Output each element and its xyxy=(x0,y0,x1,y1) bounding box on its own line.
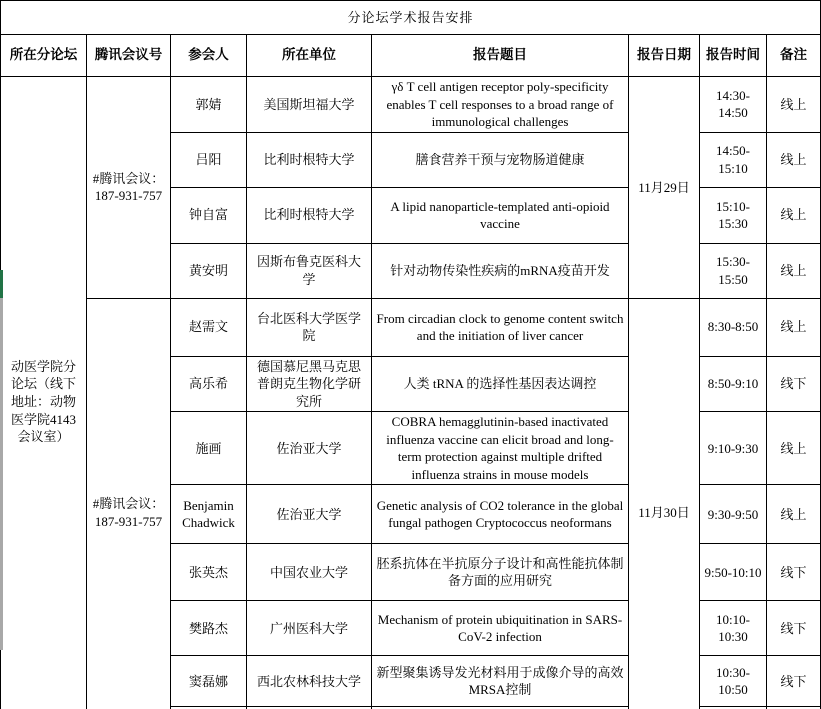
cell-time: 9:30-9:50 xyxy=(700,485,767,544)
cell-topic: 新型聚集诱导发光材料用于成像介导的高效MRSA控制 xyxy=(372,656,629,707)
cell-time: 8:30-8:50 xyxy=(700,298,767,356)
cell-name: 赵需文 xyxy=(171,298,247,356)
title-row xyxy=(1,1,821,35)
cell-time: 9:10-9:30 xyxy=(700,412,767,485)
cell-name: 钟自富 xyxy=(171,187,247,243)
cell-remark: 线上 xyxy=(767,187,821,243)
cell-remark: 线下 xyxy=(767,656,821,707)
cell-time: 10:30-10:50 xyxy=(700,656,767,707)
cell-topic: 膳食营养干预与宠物肠道健康 xyxy=(372,132,629,187)
cell-remark: 线上 xyxy=(767,485,821,544)
cell-affiliation: 中国农业大学 xyxy=(247,544,372,601)
cell-remark: 线上 xyxy=(767,77,821,133)
cell-forum: 动医学院分论坛（线下地址：动物医学院4143会议室） xyxy=(1,77,87,709)
cell-affiliation: 因斯布鲁克医科大学 xyxy=(247,243,372,298)
cell-time: 9:50-10:10 xyxy=(700,544,767,601)
cell-time: 15:30-15:50 xyxy=(700,243,767,298)
column-header: 报告题目 xyxy=(372,35,629,77)
cell-time: 14:50-15:10 xyxy=(700,132,767,187)
cell-remark: 线上 xyxy=(767,412,821,485)
left-scrollbar-thumb[interactable] xyxy=(0,298,3,650)
table-row xyxy=(1,77,821,133)
cell-affiliation: 比利时根特大学 xyxy=(247,132,372,187)
cell-remark: 线下 xyxy=(767,544,821,601)
cell-topic: Genetic analysis of CO2 tolerance in the global fungal pathogen Cryptococcus neoformans xyxy=(372,485,629,544)
cell-topic: Mechanism of protein ubiquitination in SARS-CoV-2 infection xyxy=(372,601,629,656)
table-row xyxy=(1,298,821,356)
cell-topic: 胚系抗体在半抗原分子设计和高性能抗体制备方面的应用研究 xyxy=(372,544,629,601)
column-header: 参会人 xyxy=(171,35,247,77)
cell-remark: 线上 xyxy=(767,243,821,298)
column-header: 报告时间 xyxy=(700,35,767,77)
cell-meeting-id: #腾讯会议：187-931-757 xyxy=(87,77,171,299)
cell-affiliation: 广州医科大学 xyxy=(247,601,372,656)
cell-affiliation: 德国慕尼黑马克思普朗克生物化学研究所 xyxy=(247,356,372,412)
column-header: 所在分论坛 xyxy=(1,35,87,77)
cell-topic: COBRA hemagglutinin-based inactivated influenza vaccine can elicit broad and long-term protection against multiple drifted influenza strains in mouse models xyxy=(372,412,629,485)
cell-time: 15:10-15:30 xyxy=(700,187,767,243)
left-edge-marker xyxy=(0,270,3,298)
cell-remark: 线上 xyxy=(767,132,821,187)
cell-date: 11月30日 xyxy=(629,298,700,709)
cell-name: 樊路杰 xyxy=(171,601,247,656)
cell-name: 黄安明 xyxy=(171,243,247,298)
header-row xyxy=(1,35,821,77)
cell-affiliation: 美国斯坦福大学 xyxy=(247,77,372,133)
cell-affiliation: 佐治亚大学 xyxy=(247,412,372,485)
cell-affiliation: 比利时根特大学 xyxy=(247,187,372,243)
cell-name: 施画 xyxy=(171,412,247,485)
cell-time: 8:50-9:10 xyxy=(700,356,767,412)
cell-remark: 线下 xyxy=(767,601,821,656)
cell-name: 郭婧 xyxy=(171,77,247,133)
cell-topic: A lipid nanoparticle-templated anti-opioid vaccine xyxy=(372,187,629,243)
cell-affiliation: 佐治亚大学 xyxy=(247,485,372,544)
column-header: 报告日期 xyxy=(629,35,700,77)
cell-name: 窦磊娜 xyxy=(171,656,247,707)
column-header: 腾讯会议号 xyxy=(87,35,171,77)
column-header: 所在单位 xyxy=(247,35,372,77)
cell-affiliation: 台北医科大学医学院 xyxy=(247,298,372,356)
cell-name: 高乐希 xyxy=(171,356,247,412)
cell-remark: 线下 xyxy=(767,356,821,412)
page-title: 分论坛学术报告安排 xyxy=(1,1,821,35)
cell-time: 10:10-10:30 xyxy=(700,601,767,656)
cell-topic: 人类 tRNA 的选择性基因表达调控 xyxy=(372,356,629,412)
cell-date: 11月29日 xyxy=(629,77,700,299)
cell-affiliation: 西北农林科技大学 xyxy=(247,656,372,707)
cell-name: Benjamin Chadwick xyxy=(171,485,247,544)
column-header: 备注 xyxy=(767,35,821,77)
cell-topic: γδ T cell antigen receptor poly-specificity enables T cell responses to a broad range of immunological challenges xyxy=(372,77,629,133)
cell-meeting-id: #腾讯会议：187-931-757 xyxy=(87,298,171,709)
cell-name: 吕阳 xyxy=(171,132,247,187)
cell-name: 张英杰 xyxy=(171,544,247,601)
cell-topic: 针对动物传染性疾病的mRNA疫苗开发 xyxy=(372,243,629,298)
cell-time: 14:30-14:50 xyxy=(700,77,767,133)
cell-topic: From circadian clock to genome content switch and the initiation of liver cancer xyxy=(372,298,629,356)
cell-remark: 线上 xyxy=(767,298,821,356)
